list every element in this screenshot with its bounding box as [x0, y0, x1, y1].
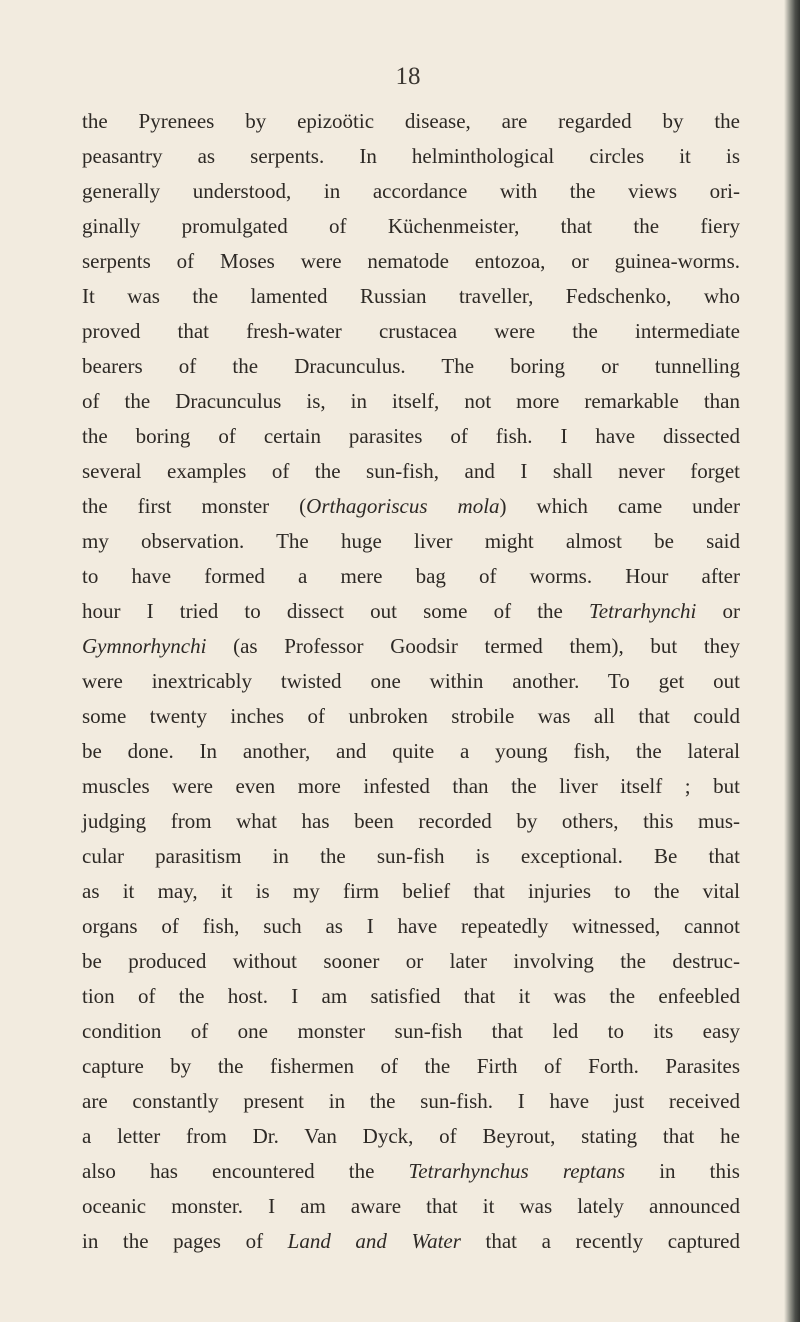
text-line: to have formed a mere bag of worms. Hour after: [82, 564, 740, 588]
text-line: generally understood, in accordance with the views ori-: [82, 179, 740, 203]
text-line: a letter from Dr. Van Dyck, of Beyrout, stating that he: [82, 1124, 740, 1148]
text-line: some twenty inches of unbroken strobile was all that could: [82, 704, 740, 728]
text-line: condition of one monster sun-fish that led to its easy: [82, 1019, 740, 1043]
species-name: Orthagoriscus mola: [306, 494, 500, 518]
text-line: It was the lamented Russian traveller, Fedschenko, who: [82, 284, 740, 308]
text-line: as it may, it is my firm belief that injuries to the vital: [82, 879, 740, 903]
text-line: of the Dracunculus is, in itself, not more remarkable than: [82, 389, 740, 413]
text-line: are constantly present in the sun-fish. I have just received: [82, 1089, 740, 1113]
text-line: be produced without sooner or later involving the destruc-: [82, 949, 740, 973]
publication-title: Land and Water: [287, 1229, 461, 1253]
text-line: in the pages of Land and Water that a recently captured: [82, 1229, 741, 1253]
text-line: organs of fish, such as I have repeatedly witnessed, cannot: [82, 914, 740, 938]
text-line: peasantry as serpents. In helminthological circles it is: [82, 144, 740, 168]
text-line: the Pyrenees by epizoötic disease, are regarded by the: [82, 109, 740, 133]
body-paragraph: [82, 104, 740, 1259]
page-edge-shadow: [784, 0, 800, 1322]
text-line: Gymnorhynchi (as Professor Goodsir termed them), but they: [82, 634, 740, 658]
text-line: ginally promulgated of Küchenmeister, that the fiery: [82, 214, 740, 238]
text-line: tion of the host. I am satisfied that it was the enfeebled: [82, 984, 740, 1008]
text-line: hour I tried to dissect out some of the Tetrarhynchi or: [82, 599, 740, 623]
page-number: 18: [395, 63, 421, 90]
genus-name: Gymnorhynchi: [82, 634, 207, 658]
text-line: muscles were even more infested than the liver itself ; but: [82, 774, 740, 798]
text-line: the boring of certain parasites of fish. I have dissected: [82, 424, 740, 448]
text-line: oceanic monster. I am aware that it was lately announced: [82, 1194, 740, 1218]
text-line: serpents of Moses were nematode entozoa, or guinea-worms.: [82, 249, 740, 273]
text-line: the first monster (Orthagoriscus mola) which came under: [82, 494, 740, 518]
text-line: several examples of the sun-fish, and I shall never forget: [82, 459, 740, 483]
text-line: also has encountered the Tetrarhynchus reptans in this: [82, 1159, 740, 1183]
text-line: my observation. The huge liver might almost be said: [82, 529, 740, 553]
text-line: cular parasitism in the sun-fish is exceptional. Be that: [82, 844, 740, 868]
text-line: judging from what has been recorded by others, this mus-: [82, 809, 740, 833]
text-line: capture by the fishermen of the Firth of Forth. Parasites: [82, 1054, 740, 1078]
species-name: Tetrarhynchus reptans: [408, 1159, 626, 1183]
text-line: were inextricably twisted one within another. To get out: [82, 669, 740, 693]
text-line: bearers of the Dracunculus. The boring or tunnelling: [82, 354, 740, 378]
genus-name: Tetrarhynchi: [589, 599, 697, 623]
text-line: be done. In another, and quite a young fish, the lateral: [82, 739, 740, 763]
text-line: proved that fresh-water crustacea were the intermediate: [82, 319, 740, 343]
